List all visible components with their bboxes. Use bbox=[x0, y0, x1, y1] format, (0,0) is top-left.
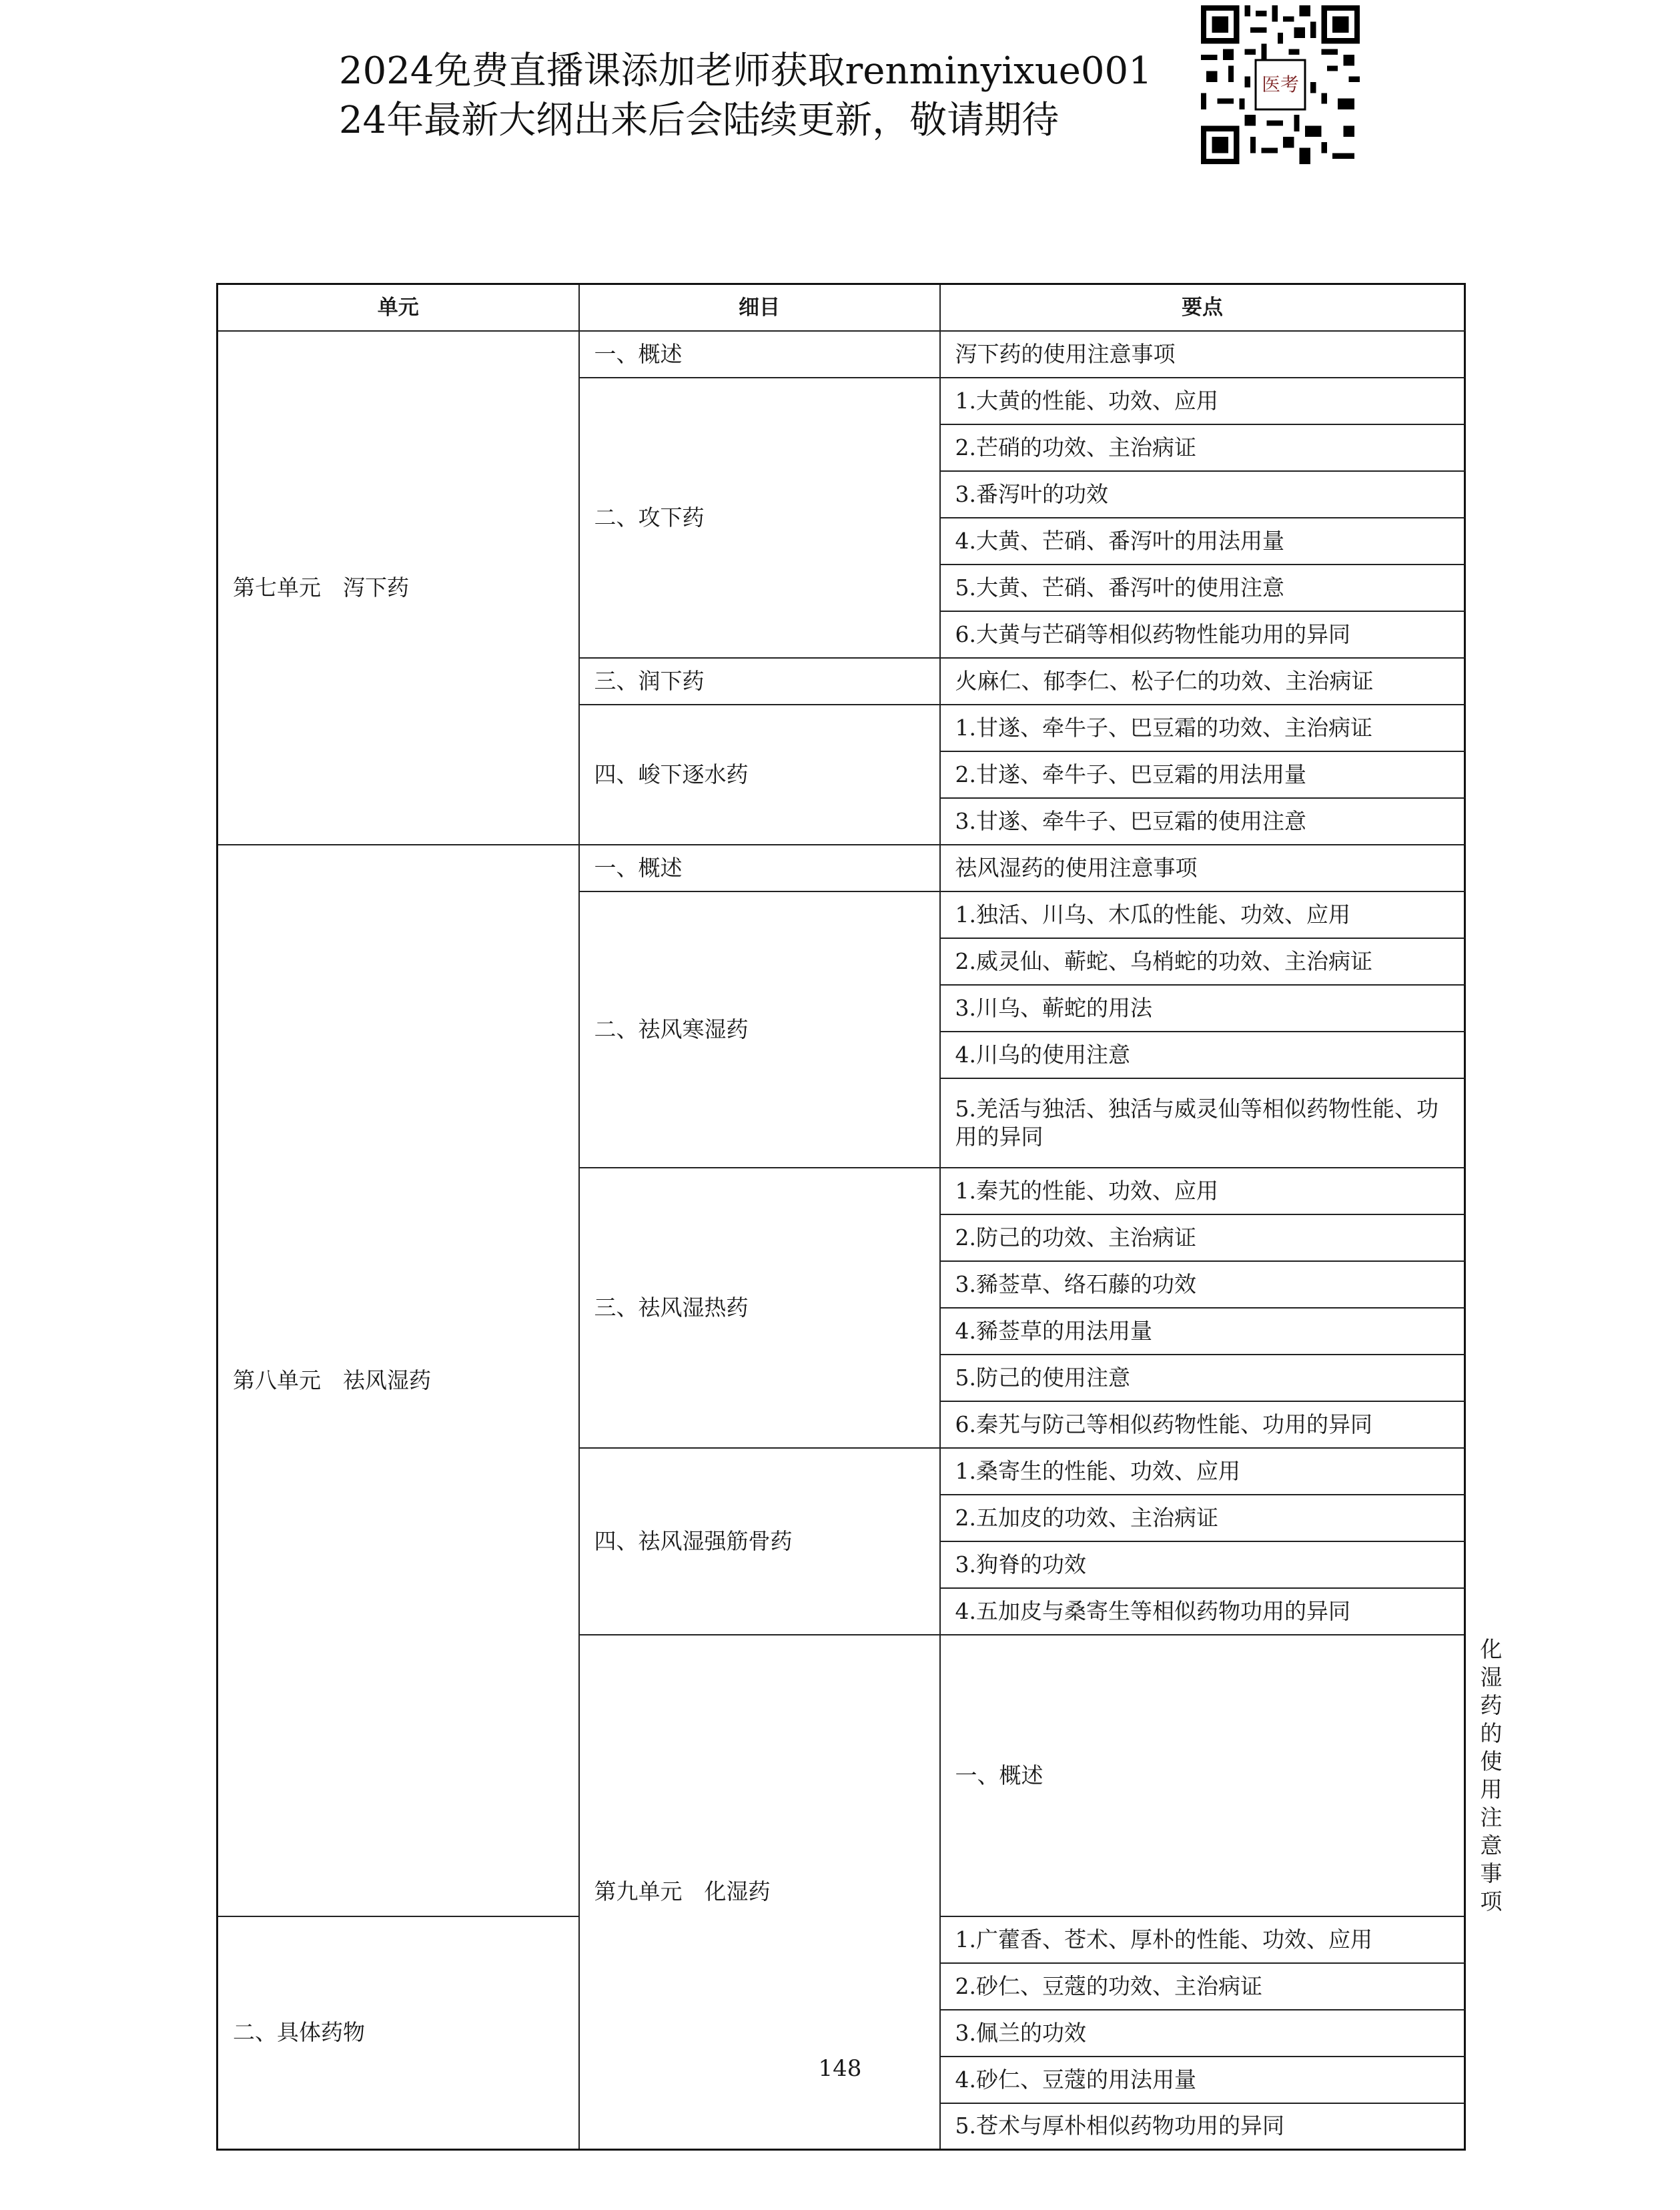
point-cell: 4.豨莶草的用法用量 bbox=[940, 1308, 1465, 1355]
qr-code-icon bbox=[1201, 5, 1360, 164]
point-cell: 5.苍术与厚朴相似药物功用的异同 bbox=[940, 2103, 1465, 2150]
point-cell: 1.独活、川乌、木瓜的性能、功效、应用 bbox=[940, 891, 1465, 938]
unit-cell: 第七单元 泻下药 bbox=[218, 331, 579, 845]
point-cell: 4.大黄、芒硝、番泻叶的用法用量 bbox=[940, 518, 1465, 565]
unit-cell: 第九单元 化湿药 bbox=[579, 1635, 940, 2150]
point-cell: 1.广藿香、苍术、厚朴的性能、功效、应用 bbox=[940, 1916, 1465, 1963]
item-cell: 四、祛风湿强筋骨药 bbox=[579, 1448, 940, 1635]
header-note bbox=[339, 47, 1152, 145]
header-line-1: 2024免费直播课添加老师获取renminyixue001 bbox=[339, 49, 1152, 93]
item-cell: 三、润下药 bbox=[579, 658, 940, 705]
point-cell: 4.砂仁、豆蔻的用法用量 bbox=[940, 2057, 1465, 2103]
point-cell: 3.番泻叶的功效 bbox=[940, 471, 1465, 518]
point-cell: 1.秦艽的性能、功效、应用 bbox=[940, 1168, 1465, 1214]
point-cell: 6.秦艽与防己等相似药物性能、功用的异同 bbox=[940, 1401, 1465, 1448]
item-cell: 一、概述 bbox=[940, 1635, 1465, 1916]
syllabus-table bbox=[216, 283, 1503, 2151]
point-cell: 泻下药的使用注意事项 bbox=[940, 331, 1465, 378]
point-cell: 3.豨莶草、络石藤的功效 bbox=[940, 1261, 1465, 1308]
table-body bbox=[218, 331, 1503, 2150]
point-cell: 3.佩兰的功效 bbox=[940, 2010, 1465, 2057]
point-cell: 1.大黄的性能、功效、应用 bbox=[940, 378, 1465, 424]
item-cell: 二、攻下药 bbox=[579, 378, 940, 658]
point-cell: 1.桑寄生的性能、功效、应用 bbox=[940, 1448, 1465, 1495]
point-cell: 4.川乌的使用注意 bbox=[940, 1032, 1465, 1078]
point-cell: 2.威灵仙、蕲蛇、乌梢蛇的功效、主治病证 bbox=[940, 938, 1465, 985]
unit-cell: 第八单元 祛风湿药 bbox=[218, 845, 579, 1916]
item-cell: 二、祛风寒湿药 bbox=[579, 891, 940, 1168]
point-cell: 2.砂仁、豆蔻的功效、主治病证 bbox=[940, 1963, 1465, 2010]
item-cell: 三、祛风湿热药 bbox=[579, 1168, 940, 1448]
item-cell: 二、具体药物 bbox=[218, 1916, 579, 2150]
table-row bbox=[218, 331, 1465, 378]
point-cell: 1.甘遂、牵牛子、巴豆霜的功效、主治病证 bbox=[940, 705, 1465, 751]
table-row bbox=[218, 845, 1465, 891]
point-cell: 5.防己的使用注意 bbox=[940, 1355, 1465, 1401]
qr-code-graphic bbox=[1201, 5, 1360, 164]
point-cell: 2.防己的功效、主治病证 bbox=[940, 1214, 1465, 1261]
page-number: 148 bbox=[818, 2055, 862, 2082]
column-header-unit: 单元 bbox=[218, 284, 579, 331]
item-cell: 四、峻下逐水药 bbox=[579, 705, 940, 845]
point-cell: 2.五加皮的功效、主治病证 bbox=[940, 1495, 1465, 1541]
qr-center-logo: 医考 bbox=[1262, 73, 1299, 96]
point-cell: 5.大黄、芒硝、番泻叶的使用注意 bbox=[940, 565, 1465, 611]
point-cell: 3.川乌、蕲蛇的用法 bbox=[940, 985, 1465, 1032]
point-cell: 祛风湿药的使用注意事项 bbox=[940, 845, 1465, 891]
table-header-row bbox=[218, 284, 1465, 331]
point-cell: 3.甘遂、牵牛子、巴豆霜的使用注意 bbox=[940, 798, 1465, 845]
point-cell: 2.甘遂、牵牛子、巴豆霜的用法用量 bbox=[940, 751, 1465, 798]
header-line-2: 24年最新大纲出来后会陆续更新，敬请期待 bbox=[339, 99, 1060, 142]
point-cell: 6.大黄与芒硝等相似药物性能功用的异同 bbox=[940, 611, 1465, 658]
point-cell: 4.五加皮与桑寄生等相似药物功用的异同 bbox=[940, 1588, 1465, 1635]
point-cell: 2.芒硝的功效、主治病证 bbox=[940, 424, 1465, 471]
item-cell: 一、概述 bbox=[579, 331, 940, 378]
table-row: 第九单元 化湿药 一、概述 化湿药的使用注意事项 bbox=[218, 1635, 1465, 1916]
point-cell: 5.羌活与独活、独活与威灵仙等相似药物性能、功用的异同 bbox=[940, 1078, 1465, 1168]
item-cell: 一、概述 bbox=[579, 845, 940, 891]
point-cell: 火麻仁、郁李仁、松子仁的功效、主治病证 bbox=[940, 658, 1465, 705]
column-header-points: 要点 bbox=[940, 284, 1465, 331]
point-cell: 3.狗脊的功效 bbox=[940, 1541, 1465, 1588]
column-header-item: 细目 bbox=[579, 284, 940, 331]
